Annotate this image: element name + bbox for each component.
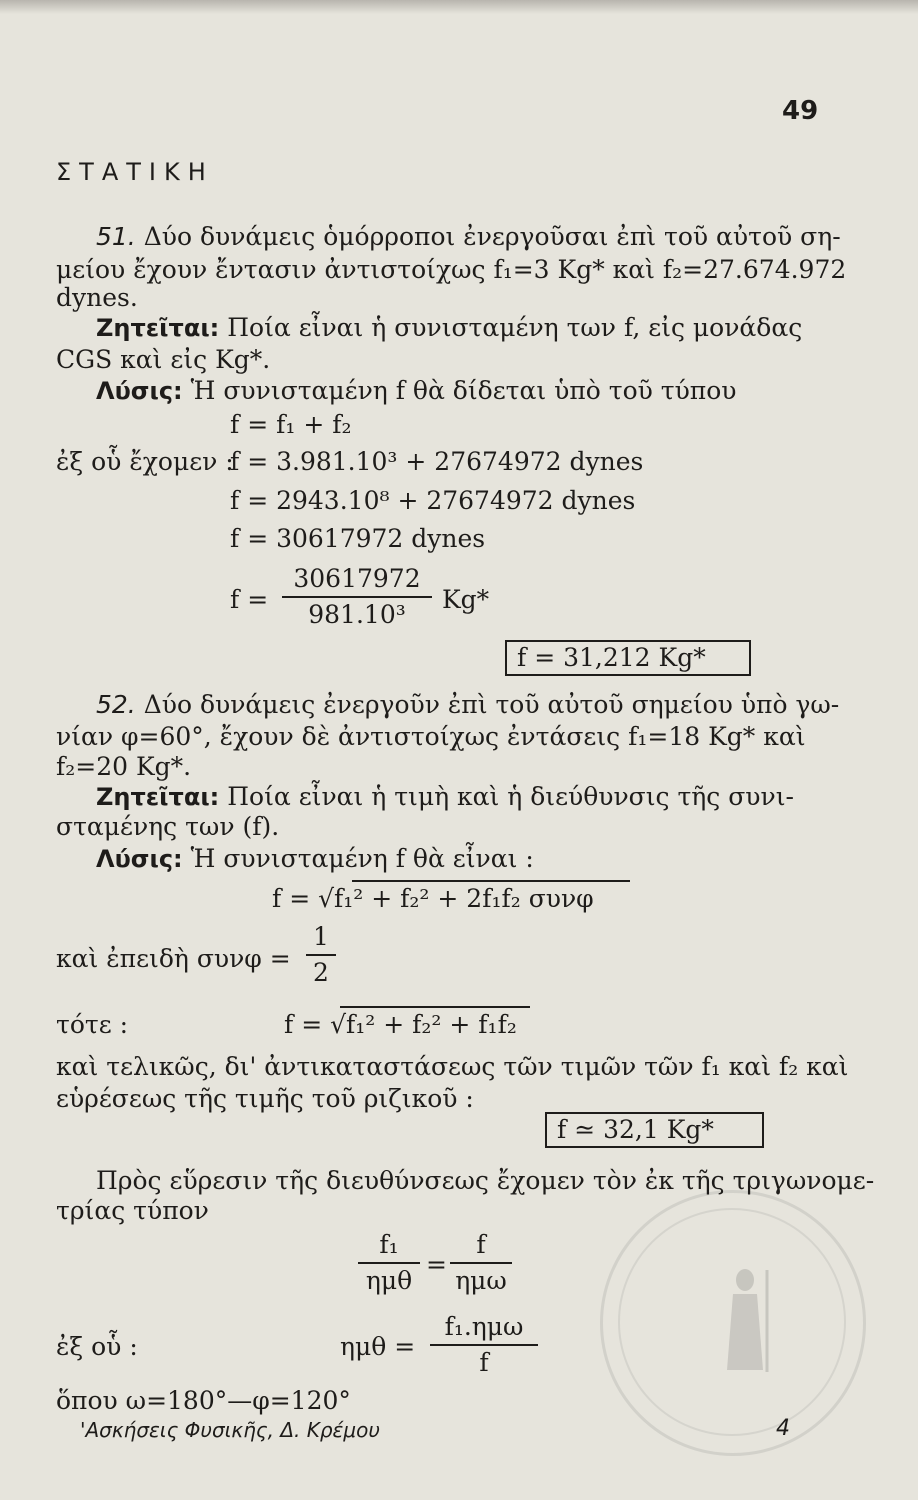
eq-substitution-label: ἐξ οὗ ἔχομεν : xyxy=(56,447,234,476)
footer-book-title: 'Ασκήσεις Φυσικῆς, Δ. Κρέμου xyxy=(80,1418,380,1442)
fraction-numerator: 30617972 xyxy=(293,564,421,593)
problem-52-solution xyxy=(96,844,534,874)
problem-51-line-1 xyxy=(96,222,841,252)
problem-51-question xyxy=(96,313,802,343)
result-51: f = 31,212 Kg* xyxy=(505,640,751,676)
asked-text: Ποία εἶναι ἡ τιμὴ καὶ ἡ διεύθυνσις τῆς συνι- xyxy=(227,782,794,811)
equals-sign: = xyxy=(426,1250,447,1279)
eq-sum: f = f₁ + f₂ xyxy=(230,410,352,439)
stamp-figure-icon xyxy=(715,1260,775,1380)
solution-label: Λύσις: xyxy=(96,845,183,873)
substitution-text-1: καὶ τελικῶς, δι' ἀντικαταστάσεως τῶν τιμῶν τῶν f₁ καὶ f₂ καὶ xyxy=(56,1052,849,1081)
fraction-numerator: f₁.ημω xyxy=(444,1312,524,1341)
problem-52-line-2: νίαν φ=60°, ἔχουν δὲ ἀντιστοίχως ἐντάσεις f₁=18 Kg* καὶ xyxy=(56,722,806,751)
fraction-numerator: f₁ xyxy=(379,1230,399,1259)
problem-51-number: 51. xyxy=(96,222,136,251)
problem-52-question xyxy=(96,782,794,812)
fraction-denominator: 981.10³ xyxy=(308,600,406,629)
fraction-bar xyxy=(306,954,336,956)
eq-step-3: f = 30617972 dynes xyxy=(230,524,486,553)
asked-label: Ζητεῖται: xyxy=(96,314,220,342)
problem-52-line-3: f₂=20 Kg*. xyxy=(56,752,192,781)
fraction-bar xyxy=(450,1262,512,1264)
fraction-bar xyxy=(282,596,432,598)
asked-label: Ζητεῖται: xyxy=(96,783,220,811)
problem-51-text: Δύο δυνάμεις ὁμόρροποι ἐνεργοῦσαι ἐπὶ τοῦ αὐτοῦ ση- xyxy=(143,222,841,251)
sine-theta-fraction xyxy=(430,1312,538,1378)
result-52: f ≃ 32,1 Kg* xyxy=(545,1112,764,1148)
problem-52-text: Δύο δυνάμεις ἐνεργοῦν ἐπὶ τοῦ αὐτοῦ σημείου ὑπὸ γω- xyxy=(143,690,840,719)
fraction-bar xyxy=(430,1344,538,1346)
eq-frac-lhs: f = xyxy=(230,585,269,614)
sine-rule-left xyxy=(358,1230,420,1296)
problem-51-line-2: μείου ἔχουν ἔντασιν ἀντιστοίχως f₁=3 Kg* καὶ f₂=27.674.972 xyxy=(56,255,847,284)
eq-substitution: f = 3.981.10³ + 27674972 dynes xyxy=(230,447,644,476)
eq-simplified-formula: f = √f₁² + f₂² + f₁f₂ xyxy=(284,1010,517,1039)
running-title: ΣΤΑΤΙΚΗ xyxy=(56,158,214,186)
fraction-denominator: f xyxy=(479,1348,489,1377)
problem-51-question-2: CGS καὶ εἰς Kg*. xyxy=(56,345,271,374)
page-number: 49 xyxy=(782,96,819,126)
radical-bar xyxy=(352,880,630,882)
problem-51-solution xyxy=(96,376,736,406)
from-which-label: ἐξ οὗ : xyxy=(56,1332,138,1361)
eq-then-label: τότε : xyxy=(56,1010,129,1039)
eq-resultant-formula: f = √f₁² + f₂² + 2f₁f₂ συνφ xyxy=(272,884,594,913)
top-edge-shadow xyxy=(0,0,918,14)
sine-rule-right xyxy=(450,1230,512,1296)
fraction-bar xyxy=(358,1262,420,1264)
solution-text: Ἡ συνισταμένη f θὰ δίδεται ὑπὸ τοῦ τύπου xyxy=(190,376,737,405)
eq-cos-label: καὶ ἐπειδὴ συνφ = xyxy=(56,944,291,973)
direction-text-2: τρίας τύπον xyxy=(56,1196,209,1225)
problem-52-question-2: σταμένης των (f). xyxy=(56,812,280,841)
radical-bar-2 xyxy=(340,1006,530,1008)
solution-text: Ἡ συνισταμένη f θὰ εἶναι : xyxy=(190,844,534,873)
omega-definition: ὅπου ω=180°—φ=120° xyxy=(56,1386,351,1415)
problem-52-number: 52. xyxy=(96,690,136,719)
eq-frac-unit: Kg* xyxy=(442,585,490,614)
problem-52-line-1 xyxy=(96,690,839,720)
asked-text: Ποία εἶναι ἡ συνισταμένη των f, εἰς μονάδας xyxy=(227,313,803,342)
solution-label: Λύσις: xyxy=(96,377,183,405)
fraction-numerator: 1 xyxy=(313,922,329,951)
footer-signature-number: 4 xyxy=(776,1416,790,1441)
fraction-denominator: ημθ xyxy=(365,1266,413,1295)
substitution-text-2: εὑρέσεως τῆς τιμῆς τοῦ ριζικοῦ : xyxy=(56,1084,474,1113)
eq-fraction xyxy=(282,564,432,630)
problem-51-line-3: dynes. xyxy=(56,283,138,312)
fraction-denominator: 2 xyxy=(313,958,329,987)
direction-text-1: Πρὸς εὕρεσιν τῆς διευθύνσεως ἔχομεν τὸν ἐκ τῆς τριγωνομε- xyxy=(96,1166,875,1195)
sine-theta-lhs: ημθ = xyxy=(340,1332,416,1361)
eq-step-2: f = 2943.10⁸ + 27674972 dynes xyxy=(230,486,636,515)
eq-cos-fraction xyxy=(306,922,336,988)
fraction-denominator: ημω xyxy=(455,1266,507,1295)
fraction-numerator: f xyxy=(476,1230,486,1259)
